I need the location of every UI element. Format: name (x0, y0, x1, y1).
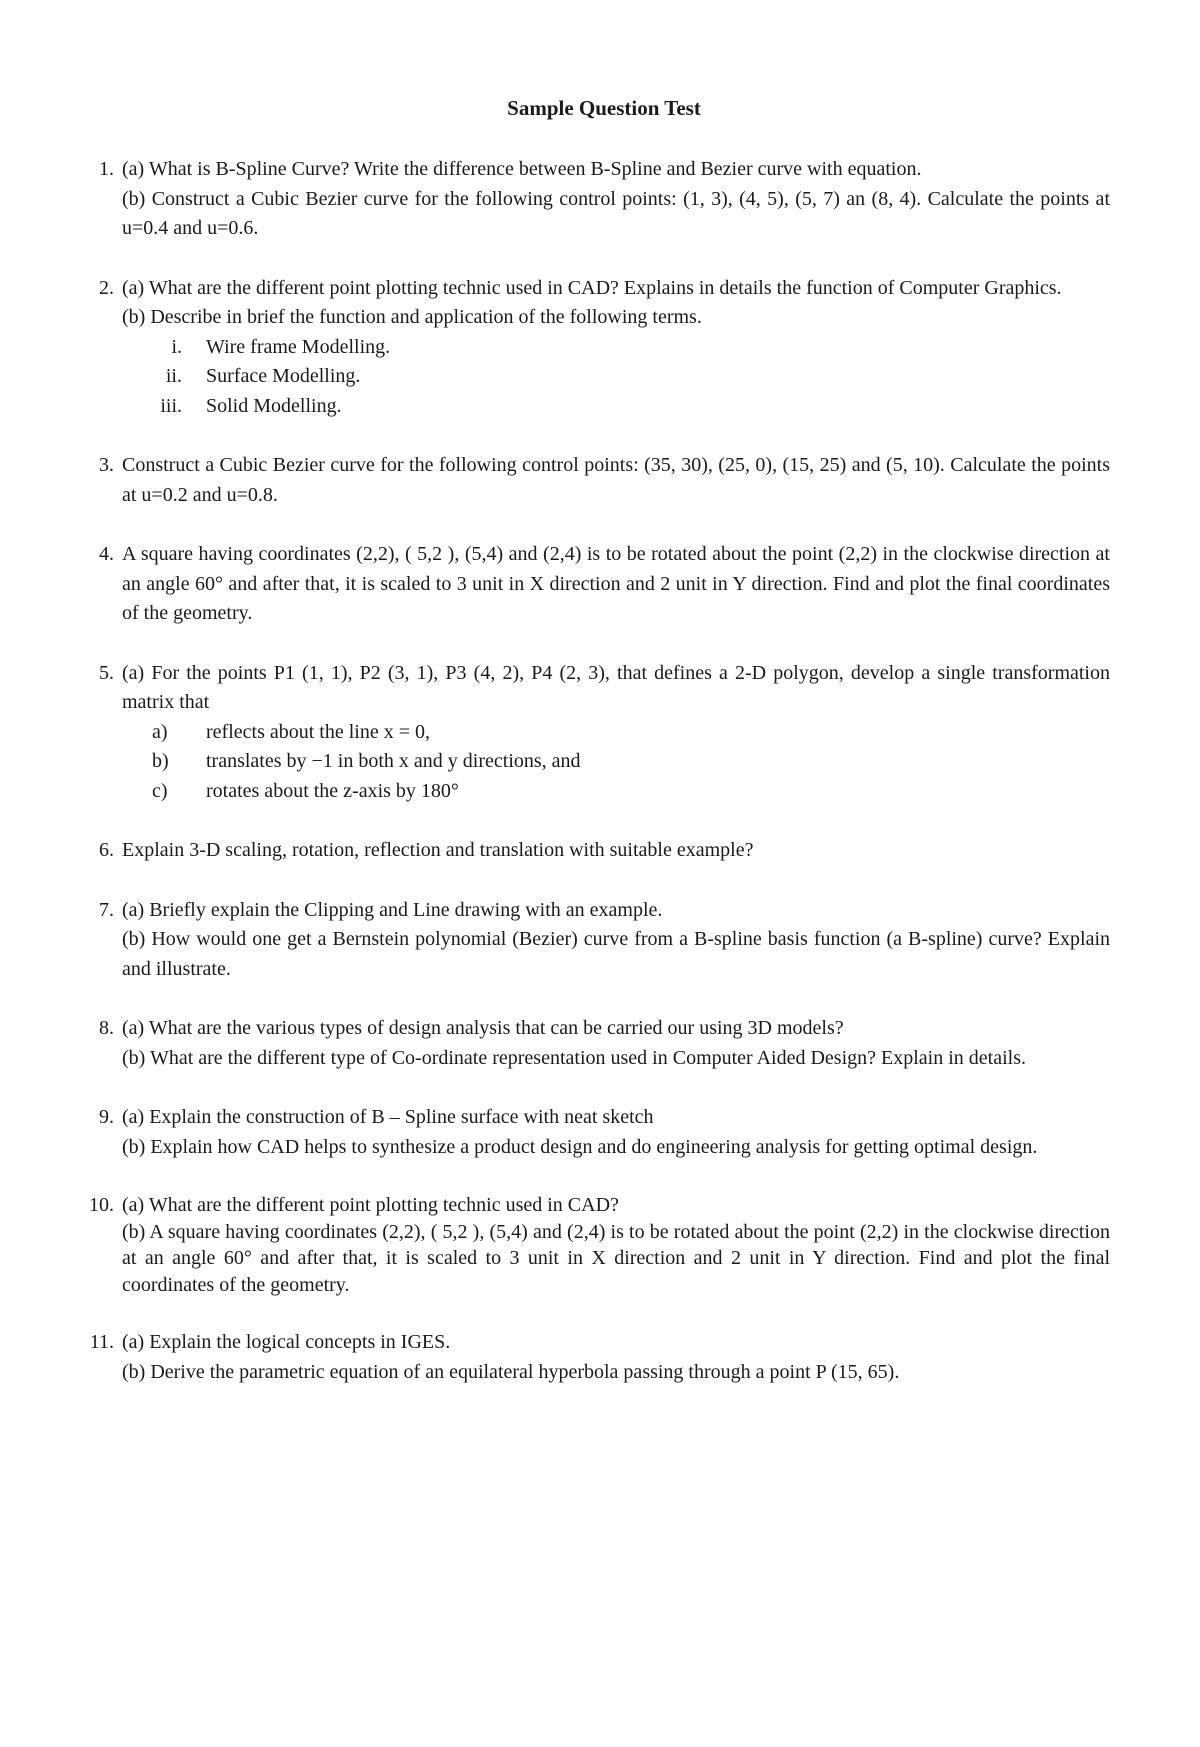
subitem-number: iii. (160, 394, 182, 417)
question-10 (89, 1192, 1110, 1298)
subitem-text: Solid Modelling. (206, 394, 342, 417)
question-part-b: (b) How would one get a Bernstein polynomial (Bezier) curve from a B-spline basis function (a B-spline) curve? Explain and illustrate. (122, 928, 1110, 980)
question-part-b: (b) Describe in brief the function and application of the following terms. (122, 306, 702, 328)
question-7 (98, 896, 1110, 985)
subitem-text: rotates about the z-axis by 180° (206, 779, 459, 802)
question-part-b: (b) Derive the parametric equation of an equilateral hyperbola passing through a point P (15, 65). (122, 1360, 900, 1383)
question-number: 6. (99, 839, 114, 861)
question-part-a: (a) Briefly explain the Clipping and Line drawing with an example. (122, 898, 663, 921)
question-8 (98, 1014, 1110, 1073)
subitem-number: c) (152, 779, 168, 802)
question-list (89, 155, 1110, 1387)
question-part-b: (b) What are the different type of Co-ordinate representation used in Computer Aided Design? Explain in details. (122, 1046, 1026, 1069)
question-part-b: (b) Explain how CAD helps to synthesize a product design and do engineering analysis for getting optimal design. (122, 1135, 1038, 1158)
question-part-b: (b) Construct a Cubic Bezier curve for the following control points: (1, 3), (4, 5), (5, 7) an (8, 4). Calculate the points at u=0.4 and u=0.6. (122, 187, 1110, 239)
question-part-a: (a) Explain the construction of B – Spline surface with neat sketch (122, 1106, 654, 1128)
question-text: Construct a Cubic Bezier curve for the following control points: (35, 30), (25, 0), (15, 25) and (5, 10). Calculate the points at u=0.2 and u=0.8. (122, 454, 1110, 506)
subitem (122, 333, 1110, 363)
question-part-a: (a) What is B-Spline Curve? Write the difference between B-Spline and Bezier curve with equation. (122, 158, 922, 180)
question-part-a: (a) Explain the logical concepts in IGES. (122, 1331, 451, 1353)
subitem-list (122, 333, 1110, 422)
question-number: 4. (99, 543, 114, 565)
subitem-number: ii. (165, 365, 182, 387)
subitem-text: Wire frame Modelling. (206, 335, 391, 358)
question-5 (98, 659, 1110, 807)
question-text: A square having coordinates (2,2), ( 5,2 ), (5,4) and (2,4) is to be rotated about the point (2,2) in the clockwise direction at an angle 60° and after that, it is scaled to 3 unit in X direction and 2 unit in Y direction. Find and plot the final coordinates of the geometry. (122, 543, 1110, 624)
subitem-text: Surface Modelling. (206, 365, 361, 387)
question-part-b: (b) A square having coordinates (2,2), ( 5,2 ), (5,4) and (2,4) is to be rotated about the point (2,2) in the clockwise direction at an angle 60° and after that, it is scaled to 3 unit in X direction and 2 unit in Y direction. Find and plot the final coordinates of the geometry. (122, 1220, 1110, 1296)
subitem-text: reflects about the line x = 0, (206, 720, 430, 743)
subitem-number: i. (171, 335, 182, 358)
subitem-list (122, 718, 1110, 807)
question-number: 10. (89, 1194, 114, 1216)
question-text: Explain 3-D scaling, rotation, reflection and translation with suitable example? (122, 839, 754, 861)
question-6 (98, 836, 1110, 866)
subitem-number: a) (152, 720, 168, 743)
subitem-text: translates by −1 in both x and y directions, and (206, 750, 581, 772)
question-number: 5. (99, 661, 114, 684)
question-number: 11. (89, 1331, 114, 1353)
question-1 (98, 155, 1110, 244)
subitem (122, 747, 1110, 777)
document-title: Sample Question Test (507, 96, 701, 120)
question-2 (98, 274, 1110, 422)
question-11 (89, 1328, 1110, 1387)
question-number: 7. (99, 898, 114, 921)
question-number: 2. (99, 276, 114, 299)
subitem (122, 718, 1110, 748)
question-number: 3. (99, 454, 114, 476)
question-part-a: (a) For the points P1 (1, 1), P2 (3, 1), P3 (4, 2), P4 (2, 3), that defines a 2-D polygon, develop a single transformation matrix that (122, 661, 1110, 713)
question-4 (98, 540, 1110, 629)
question-number: 9. (99, 1106, 114, 1128)
subitem (122, 777, 1110, 807)
question-part-a: (a) What are the different point plotting technic used in CAD? Explains in details the function of Computer Graphics. (122, 276, 1062, 299)
question-number: 1. (99, 158, 114, 180)
question-number: 8. (99, 1017, 114, 1039)
subitem (122, 392, 1110, 422)
question-3 (98, 451, 1110, 510)
subitem (122, 362, 1110, 392)
subitem-number: b) (152, 750, 169, 772)
question-part-a: (a) What are the different point plotting technic used in CAD? (122, 1194, 619, 1216)
question-part-a: (a) What are the various types of design analysis that can be carried our using 3D models? (122, 1017, 844, 1039)
question-9 (98, 1103, 1110, 1162)
